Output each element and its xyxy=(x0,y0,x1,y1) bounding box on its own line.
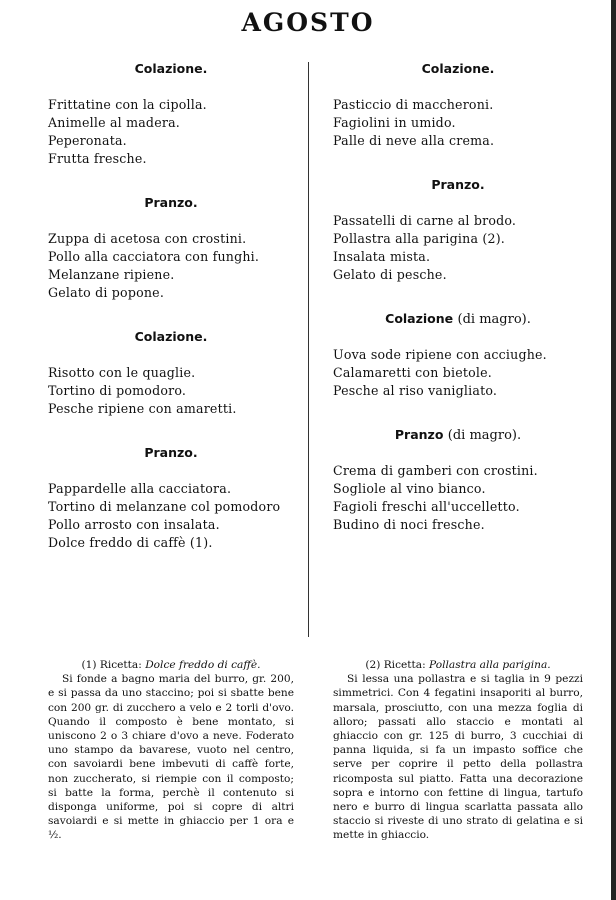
section-heading: Colazione. xyxy=(134,61,208,76)
menu-section xyxy=(333,60,583,150)
dish-list xyxy=(48,364,294,418)
dish-list xyxy=(333,96,583,150)
dish-list xyxy=(48,480,294,552)
dish-item: Tortino di pomodoro. xyxy=(48,383,187,398)
dish-item: Pesche ripiene con amaretti. xyxy=(48,401,237,416)
dish-item: Pesche al riso vanigliato. xyxy=(333,383,498,398)
section-heading: Pranzo. xyxy=(144,195,198,210)
section-heading: Pranzo. xyxy=(144,445,198,460)
dish-item: Gelato di popone. xyxy=(48,285,165,300)
dish-item: Calamaretti con bietole. xyxy=(333,365,492,380)
page-edge xyxy=(611,0,616,900)
dish-item: Tortino di melanzane col pomodoro xyxy=(48,499,281,514)
section-qualifier: (di magro). xyxy=(457,312,531,327)
section-heading: Pranzo. xyxy=(431,177,485,192)
dish-item: Animelle al madera. xyxy=(48,115,180,130)
section-heading: Colazione. xyxy=(421,61,495,76)
dish-item: Pappardelle alla cacciatora. xyxy=(48,481,232,496)
section-qualifier: (di magro). xyxy=(447,428,522,443)
footnote-title: (1) Ricetta: Dolce freddo di caffè. xyxy=(81,659,261,671)
dish-item: Pollastra alla parigina (2). xyxy=(333,231,506,246)
menu-section xyxy=(333,310,583,400)
dish-list xyxy=(333,212,583,284)
dish-list xyxy=(333,346,583,400)
dish-item: Insalata mista. xyxy=(333,249,431,264)
dish-item: Zuppa di acetosa con crostini. xyxy=(48,231,247,246)
dish-list xyxy=(48,96,294,168)
dish-item: Budino di noci fresche. xyxy=(333,517,485,532)
dish-item: Dolce freddo di caffè (1). xyxy=(48,535,213,550)
footnote-body: Si lessa una pollastra e si taglia in 9 pezzi simmetrici. Con 4 fegatini insaporiti al burro, marsala, prosciutto, con una mezza foglia di alloro; passati allo staccio e montati al ghiaccio con gr. 125 di burro, 3 cucchiai di panna liquida, si fa un impasto soffice che serve per coprire il petto della pollastra ricomposta sul piatto. Fatta una decorazione sopra e intorno con fettine di lingua, tartufo nero e burro di lingua scarlatta passata allo staccio si riveste di uno strato di gelatina e si mette in ghiaccio. xyxy=(333,673,583,842)
footnote-recipe-2 xyxy=(333,658,583,843)
dish-item: Palle di neve alla crema. xyxy=(333,133,495,148)
section-heading: Pranzo (di magro). xyxy=(394,427,522,443)
dish-item: Pasticcio di maccheroni. xyxy=(333,97,494,112)
dish-item: Fagioli freschi all'uccelletto. xyxy=(333,499,520,514)
dish-item: Crema di gamberi con crostini. xyxy=(333,463,538,478)
dish-item: Gelato di pesche. xyxy=(333,267,447,282)
dish-item: Uova sode ripiene con acciughe. xyxy=(333,347,547,362)
menu-section xyxy=(48,60,294,168)
right-menu-column xyxy=(333,60,583,534)
section-heading: Colazione. xyxy=(134,329,208,344)
menu-section xyxy=(333,426,583,534)
dish-item: Frutta fresche. xyxy=(48,151,147,166)
dish-item: Pollo alla cacciatora con funghi. xyxy=(48,249,260,264)
dish-item: Frittatine con la cipolla. xyxy=(48,97,207,112)
dish-item: Passatelli di carne al brodo. xyxy=(333,213,517,228)
left-menu-column xyxy=(48,60,294,552)
dish-item: Fagiolini in umido. xyxy=(333,115,456,130)
dish-item: Melanzane ripiene. xyxy=(48,267,175,282)
dish-list xyxy=(48,230,294,302)
menu-section xyxy=(333,176,583,284)
dish-item: Pollo arrosto con insalata. xyxy=(48,517,220,532)
column-divider xyxy=(308,62,309,637)
dish-item: Sogliole al vino bianco. xyxy=(333,481,486,496)
menu-section xyxy=(48,328,294,418)
footnote-title: (2) Ricetta: Pollastra alla parigina. xyxy=(365,659,551,671)
menu-section xyxy=(48,194,294,302)
menu-section xyxy=(48,444,294,552)
section-heading: Colazione (di magro). xyxy=(385,311,531,327)
dish-list xyxy=(333,462,583,534)
footnote-body: Si fonde a bagno maria del burro, gr. 200, e si passa da uno staccino; poi si sbatte bene con 200 gr. di zucchero a velo e 2 torli d'ovo. Quando il composto è bene montato, si uniscono 2 o 3 chiare d'ovo a neve. Foderato uno stampo da bavarese, vuoto nel centro, con savoiardi bene imbevuti di caffè forte, non zuccherato, si riempie con il composto; si batte la forma, perchè il contenuto si disponga uniforme, poi si copre di altri savoiardi e si mette in ghiaccio per 1 ora e ½. xyxy=(48,673,294,842)
footnote-recipe-1 xyxy=(48,658,294,843)
page-title: AGOSTO xyxy=(241,8,375,37)
dish-item: Peperonata. xyxy=(48,133,127,148)
dish-item: Risotto con le quaglie. xyxy=(48,365,196,380)
